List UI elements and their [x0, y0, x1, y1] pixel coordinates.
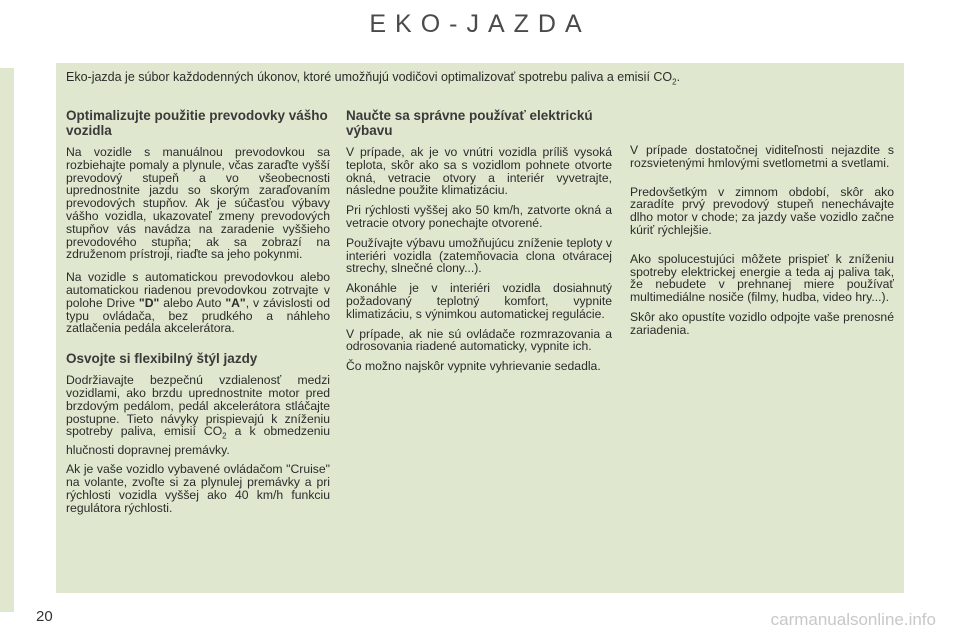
heading-driving-style: Osvojte si flexibilný štýl jazdy: [66, 351, 258, 367]
paragraph-comfort: Akonáhle je v interiéri vozidla dosiahnutý požadovaný teplotný komfort, vypnite klimatizáciu, s výnimkou automatickej regulácie.: [346, 281, 612, 321]
drive-mark: "D": [138, 295, 160, 310]
paragraph-fog-lights: V prípade dostatočnej viditeľnosti nejazdite s rozsvietenými hmlovými svetlometmi a svetlami.: [630, 143, 894, 170]
paragraph-cruise: Ak je vaše vozidlo vybavené ovládačom "Cruise" na volante, zvoľte si za plynulej premávky a pri rýchlosti vozidla vyššej ako 40 km/h funkciu regulátora rýchlosti.: [66, 462, 330, 515]
intro-text: [66, 70, 886, 90]
paragraph-distance: [66, 374, 330, 456]
paragraph-temperature: V prípade, ak je vo vnútri vozidla príliš vysoká teplota, skôr ako sa s vozidlom pohnete otvorte okná, vetracie otvory a interiér vyvetrajte, následne použite klimatizáciu.: [346, 145, 612, 198]
text-span: a k obmedzeniu hlučnosti dopravnej premávky.: [66, 424, 330, 457]
intro-end: .: [676, 70, 681, 84]
intro-subscript: 2: [672, 77, 677, 87]
paragraph-winter: Predovšetkým v zimnom období, skôr ako zaradíte prvý prevodový stupeň nenechávajte dlho motor v chode; za jazdy vaše vozidlo začne kúriť rýchlejšie.: [630, 184, 894, 237]
paragraph-defrost: V prípade, ak nie sú ovládače rozmrazovania a odrosovania riadené automaticky, vypnite ich.: [346, 326, 612, 354]
column-middle: [346, 108, 612, 380]
text-span: , v závislosti od typu ovládača, bez prudkého a náhleho zatlačenia pedála akcelerátora.: [66, 295, 330, 336]
paragraph-speed: Pri rýchlosti vyššej ako 50 km/h, zatvorte okná a vetracie otvory ponechajte otvorené.: [346, 203, 612, 230]
text-span: alebo Auto: [159, 295, 226, 310]
paragraph-automatic: [66, 271, 330, 335]
side-strip: [0, 68, 14, 612]
page-title: EKO-JAZDA: [369, 10, 591, 38]
watermark: carmanualsonline.info: [770, 610, 936, 629]
subscript: 2: [222, 431, 227, 441]
paragraph-devices: Skôr ako opustíte vozidlo odpojte vaše prenosné zariadenia.: [630, 309, 894, 337]
paragraph-seat-heating: Čo možno najskôr vypnite vyhrievanie sedadla.: [346, 359, 601, 374]
paragraph-passenger: Ako spolucestujúci môžete prispieť k zníženiu spotreby elektrickej energie a teda aj paliva tak, že nebudete v prehnanej miere používať multimediálne nosiče (filmy, hudba, video hry...).: [630, 251, 894, 305]
column-right: [630, 144, 894, 344]
column-left: [66, 108, 330, 522]
heading-electrical: Naučte sa správne používať elektrickú výbavu: [346, 108, 593, 138]
text-span: Na vozidle s automatickou prevodovkou alebo automatickou riadenou prevodovkou zotrvajte v polohe Drive: [66, 270, 330, 310]
heading-transmission: Optimalizujte použitie prevodovky vášho vozidla: [66, 108, 328, 138]
paragraph-shading: Používajte výbavu umožňujúcu zníženie teploty v interiéri vozidla (zatemňovacia clona otváracej strechy, slnečné clony...).: [346, 235, 612, 276]
paragraph-manual: Na vozidle s manuálnou prevodovkou sa rozbiehajte pomaly a plynule, včas zaraďte vyšší prevodový stupeň a vo všeobecnosti uprednostnite jazdu so skorým zaraďovaním prevodových stupňov. Ak je súčasťou výbavy vášho vozidla, ukazovateľ zmeny prevodových stupňov vás navádza na zaradenie vyššieho prevodového stupňa; ak sa zobrazí na združenom prístroji, riaďte sa jeho pokynmi.: [66, 145, 330, 262]
page-number: 20: [36, 608, 53, 625]
intro-main: Eko-jazda je súbor každodenných úkonov, ktoré umožňujú vodičovi optimalizovať spotrebu paliva a emisií CO: [66, 70, 673, 84]
auto-mark: "A": [225, 295, 246, 310]
text-span: Dodržiavajte bezpečnú vzdialenosť medzi vozidlami, ako brzdu uprednostnite motor pred brzdovým pedálom, pedál akcelerátora stláčajte postupne. Tieto návyky prispievajú k zníženiu spotreby paliva, emisií CO: [66, 373, 330, 439]
